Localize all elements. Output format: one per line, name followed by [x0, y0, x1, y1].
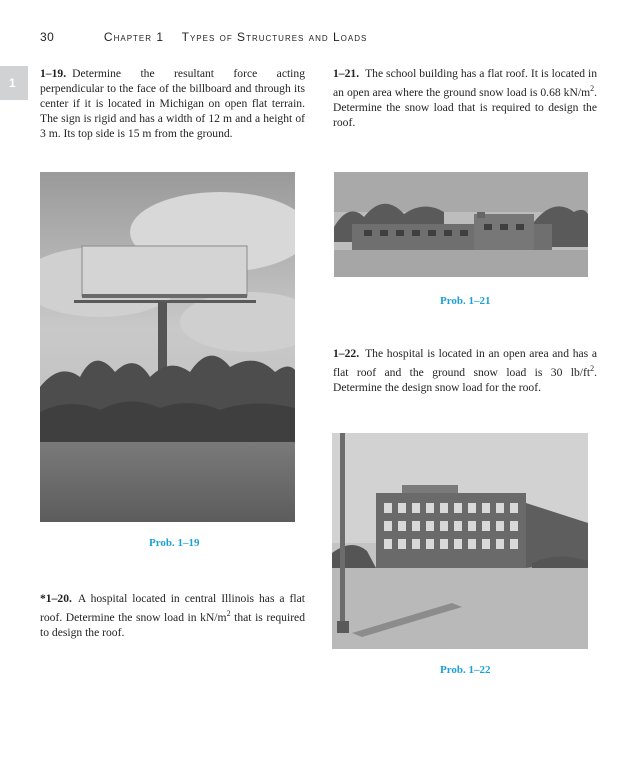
- school-building-photo: [334, 172, 588, 277]
- problem-1-20: [40, 591, 305, 640]
- problem-number: 1–21.: [333, 67, 360, 80]
- chapter-tab: [0, 66, 28, 100]
- problem-text-part-b: that is required to design the roof.: [40, 610, 305, 639]
- superscript: 2: [226, 609, 231, 618]
- billboard-photo: [40, 172, 295, 522]
- page-number: 30: [40, 30, 55, 44]
- problem-number: 1–19.: [40, 67, 67, 80]
- problem-1-22: [333, 346, 597, 395]
- caption-prob-1-21: Prob. 1–21: [440, 295, 491, 307]
- problem-text-part-a: The hospital is located in an open area and has a flat roof and the ground snow load is 30 lb/ft: [333, 347, 597, 379]
- problem-text: Determine the resultant force acting perpendicular to the face of the billboard and through its center if it is located in Michigan on open flat terrain. The sign is rigid and has a width of 12 m and a height of 3 m. Its top side is 15 m from the ground.: [40, 67, 305, 140]
- problem-text-part-b: . Determine the snow load that is required to design the roof.: [333, 85, 597, 129]
- hospital-image: [332, 433, 588, 649]
- chapter-tab-number: 1: [9, 76, 16, 90]
- billboard-image: [40, 172, 295, 522]
- problem-text-part-b: . Determine the design snow load for the roof.: [333, 365, 597, 394]
- caption-prob-1-22: Prob. 1–22: [440, 664, 491, 676]
- hospital-photo: [332, 433, 588, 649]
- school-building-image: [334, 172, 588, 277]
- problem-1-21: [333, 66, 597, 130]
- chapter-title: Types of Structures and Loads: [181, 30, 368, 44]
- caption-prob-1-19: Prob. 1–19: [149, 537, 200, 549]
- problem-number: *1–20.: [40, 592, 72, 605]
- problem-text-part-a: A hospital located in central Illinois has a flat roof. Determine the snow load in kN/m: [40, 592, 305, 624]
- problem-1-19: [40, 66, 305, 141]
- superscript: 2: [590, 364, 595, 373]
- running-header: [40, 30, 367, 44]
- problem-text-part-a: The school building has a flat roof. It is located in an open area where the ground snow load is 0.68 kN/m: [333, 67, 597, 99]
- problem-number: 1–22.: [333, 347, 360, 360]
- superscript: 2: [590, 84, 595, 93]
- chapter-label: Chapter 1: [103, 30, 165, 44]
